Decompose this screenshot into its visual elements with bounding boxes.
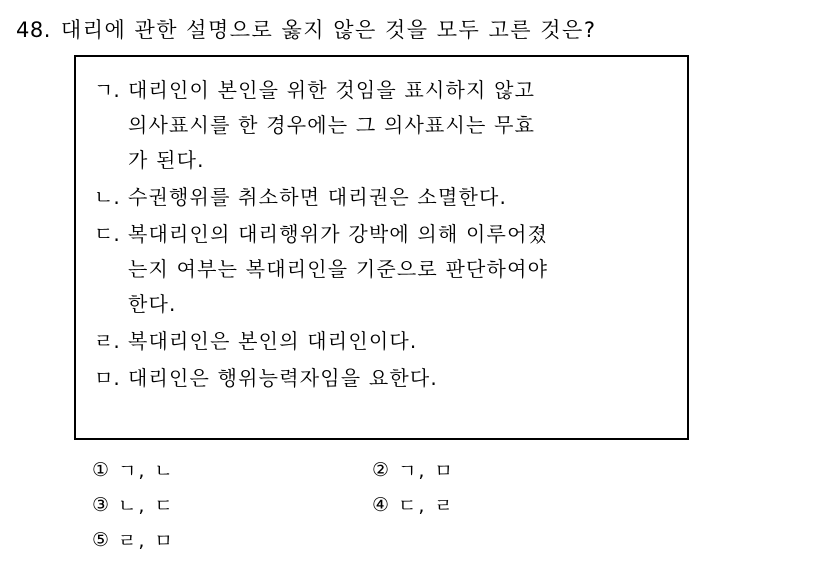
statement-marker: ㄹ. bbox=[94, 329, 120, 353]
statement-line: 복대리인은 본인의 대리인이다. bbox=[128, 329, 418, 353]
statement-body bbox=[128, 361, 671, 396]
choice-list bbox=[92, 452, 712, 557]
statement-line: 는지 여부는 복대리인을 기준으로 판단하여야 bbox=[128, 257, 549, 281]
statement-marker: ㄷ. bbox=[94, 222, 120, 246]
choice-number: ④ bbox=[372, 493, 390, 516]
statement-marker: ㅁ. bbox=[94, 366, 120, 390]
choice-row bbox=[92, 487, 712, 522]
choice-text: ㄴ, ㄷ bbox=[118, 495, 175, 517]
statement-item bbox=[94, 361, 671, 396]
choice-number: ② bbox=[372, 458, 390, 481]
choice-option-1[interactable] bbox=[92, 456, 372, 483]
choice-option-4[interactable] bbox=[372, 491, 652, 518]
statement-line: 수권행위를 취소하면 대리권은 소멸한다. bbox=[128, 185, 508, 209]
choice-row bbox=[92, 522, 712, 557]
choice-option-2[interactable] bbox=[372, 456, 652, 483]
statement-marker: ㄴ. bbox=[94, 185, 120, 209]
statement-body bbox=[128, 324, 671, 359]
choice-number: ③ bbox=[92, 493, 110, 516]
statement-line: 한다. bbox=[128, 292, 177, 316]
choice-text: ㄷ, ㄹ bbox=[398, 495, 455, 517]
statement-box bbox=[74, 55, 689, 440]
statement-list bbox=[76, 57, 687, 396]
question-text: 대리에 관한 설명으로 옳지 않은 것을 모두 고른 것은? bbox=[60, 18, 597, 42]
choice-number: ⑤ bbox=[92, 528, 110, 551]
choice-text: ㄱ, ㄴ bbox=[118, 460, 175, 482]
question-heading bbox=[16, 14, 596, 44]
question-number: 48. bbox=[16, 18, 51, 42]
choice-text: ㄹ, ㅁ bbox=[118, 530, 175, 552]
statement-line: 대리인이 본인을 위한 것임을 표시하지 않고 bbox=[128, 78, 536, 102]
statement-line: 복대리인의 대리행위가 강박에 의해 이루어졌 bbox=[128, 222, 549, 246]
statement-body bbox=[128, 73, 671, 178]
statement-line: 대리인은 행위능력자임을 요한다. bbox=[128, 366, 438, 390]
choice-text: ㄱ, ㅁ bbox=[398, 460, 455, 482]
statement-item bbox=[94, 180, 671, 215]
choice-option-5[interactable] bbox=[92, 526, 372, 553]
choice-number: ① bbox=[92, 458, 110, 481]
statement-item bbox=[94, 324, 671, 359]
statement-marker: ㄱ. bbox=[94, 78, 120, 102]
statement-line: 가 된다. bbox=[128, 148, 205, 172]
choice-row bbox=[92, 452, 712, 487]
statement-item bbox=[94, 73, 671, 178]
statement-body bbox=[128, 180, 671, 215]
statement-item bbox=[94, 217, 671, 322]
choice-option-3[interactable] bbox=[92, 491, 372, 518]
statement-body bbox=[128, 217, 671, 322]
statement-line: 의사표시를 한 경우에는 그 의사표시는 무효 bbox=[128, 113, 536, 137]
